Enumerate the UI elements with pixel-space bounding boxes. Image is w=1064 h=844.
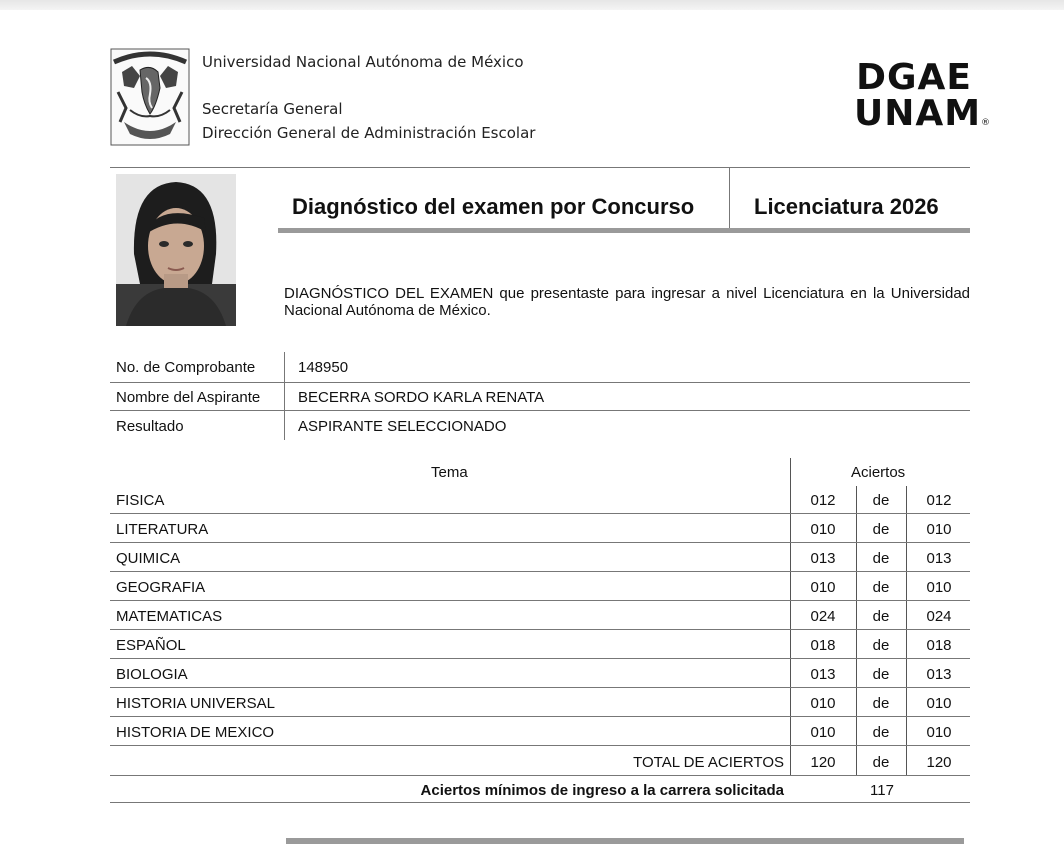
score-de: de [872,521,890,538]
row-separator [110,600,970,601]
score-obtained: 018 [810,637,836,654]
score-de: de [872,724,890,741]
score-obtained: 010 [810,521,836,538]
score-tema: HISTORIA UNIVERSAL [116,695,275,712]
info-value: BECERRA SORDO KARLA RENATA [298,389,545,406]
registered-mark: ® [981,118,992,128]
direccion-name: Dirección General de Administración Escolar [202,124,536,142]
score-de: de [872,608,890,625]
score-tema: HISTORIA DE MEXICO [116,724,275,741]
row-separator [110,571,970,572]
score-obtained: 012 [810,492,836,509]
score-tema: QUIMICA [116,550,181,567]
score-total: 013 [926,666,952,683]
score-tema: BIOLOGIA [116,666,188,683]
info-label: Resultado [116,418,184,435]
applicant-photo [116,174,236,326]
score-total: 010 [926,579,952,596]
score-row [110,515,970,544]
info-label: No. de Comprobante [116,359,256,376]
viewer-top-edge [0,0,1064,10]
row-separator [110,745,970,746]
score-tema: GEOGRAFIA [116,579,206,596]
row-separator [110,687,970,688]
footer-bar [286,838,964,844]
row-separator [110,658,970,659]
info-label: Nombre del Aspirante [116,389,261,406]
dgae-unam-logo [854,57,992,141]
score-obtained: 013 [810,550,836,567]
info-row-nombre [110,383,970,412]
total-label: TOTAL DE ACIERTOS [633,754,784,771]
header-aciertos: Aciertos [851,464,906,481]
score-total: 013 [926,550,952,567]
document-title: Diagnóstico del examen por Concurso [292,194,695,219]
score-de: de [872,695,890,712]
row-separator [110,542,970,543]
score-total: 018 [926,637,952,654]
score-row [110,718,970,747]
level-title: Licenciatura 2026 [754,194,939,219]
secretaria-name: Secretaría General [202,100,343,118]
info-row-resultado [110,412,970,441]
info-row-comprobante [110,353,970,382]
score-tema: FISICA [116,492,165,509]
score-row [110,602,970,631]
total-de: de [872,754,890,771]
info-column-divider [284,352,285,440]
header-tema: Tema [431,464,468,481]
brand-line2: UNAM [854,93,982,134]
score-obtained: 013 [810,666,836,683]
score-row [110,486,970,515]
row-separator [110,629,970,630]
info-value: 148950 [298,359,349,376]
score-row [110,631,970,660]
info-value: ASPIRANTE SELECCIONADO [298,418,507,435]
total-separator [110,775,970,776]
info-separator [110,410,970,411]
score-obtained: 010 [810,579,836,596]
row-separator [110,513,970,514]
score-row [110,689,970,718]
score-tema: LITERATURA [116,521,209,538]
total-possible: 120 [926,754,952,771]
brand-line1: DGAE [856,57,972,98]
score-total: 010 [926,724,952,741]
score-total: 010 [926,521,952,538]
score-obtained: 024 [810,608,836,625]
score-tema: ESPAÑOL [116,637,186,654]
min-score-value: 117 [870,782,894,799]
title-underline [278,228,970,233]
score-row [110,660,970,689]
total-obtained: 120 [810,754,836,771]
title-divider [729,168,730,230]
score-row [110,544,970,573]
score-de: de [872,579,890,596]
score-de: de [872,492,890,509]
score-obtained: 010 [810,724,836,741]
university-name: Universidad Nacional Autónoma de México [202,53,524,71]
description-text: DIAGNÓSTICO DEL EXAMEN que presentaste para ingresar a nivel Licenciatura en la Universidad Nacional Autónoma de México. [284,285,970,319]
min-separator [110,802,970,803]
header-divider [110,167,970,168]
min-score-label: Aciertos mínimos de ingreso a la carrera solicitada [420,782,784,799]
score-de: de [872,550,890,567]
score-obtained: 010 [810,695,836,712]
score-de: de [872,666,890,683]
row-separator [110,716,970,717]
unam-seal-logo [110,48,190,146]
score-tema: MATEMATICAS [116,608,223,625]
score-total: 024 [926,608,952,625]
score-row [110,573,970,602]
score-de: de [872,637,890,654]
score-total: 012 [926,492,952,509]
score-total: 010 [926,695,952,712]
